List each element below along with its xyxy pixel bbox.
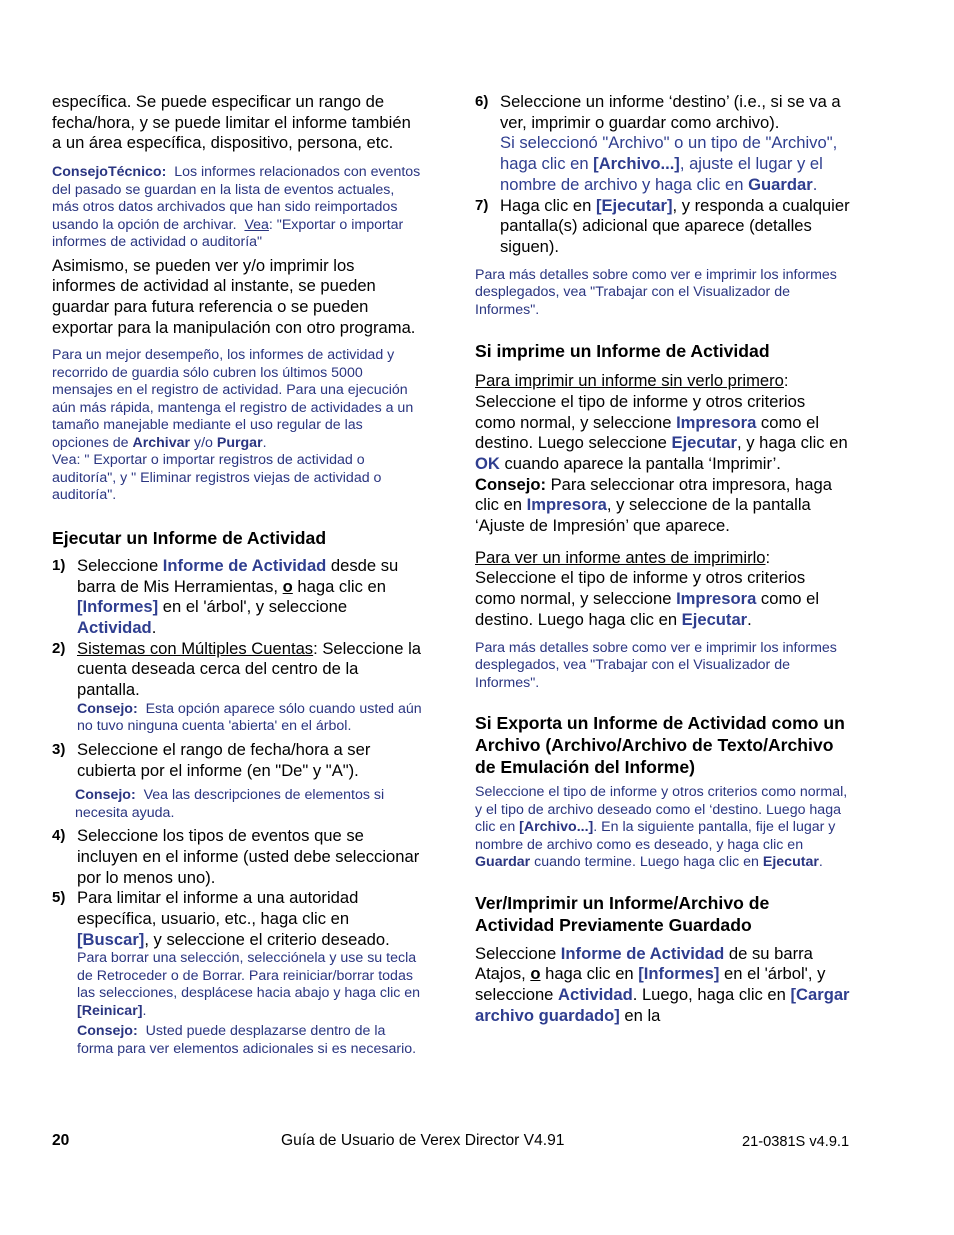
link-ejecutar-print[interactable]: Ejecutar	[671, 433, 737, 453]
left-column	[52, 92, 422, 1058]
doc-code: 21-0381S v4.9.1	[742, 1134, 850, 1150]
step-5-note: Para borrar una selección, selecciónela y use su tecla de Retroceder o de Borrar. Para reiniciar/borrar todas las selecciones, desplácese hacia abajo y haga clic en [Reinicar].	[77, 950, 421, 1019]
tech-tip: ConsejoTécnico: Los informes relacionados con eventos del pasado se guardan en la lista de eventos actuales, más otros datos archivados que han sido reimportados usando la opción de archivar. Vea: "Exportar o importar informes de actividad o auditoría"	[52, 164, 421, 251]
step-2: 2) Sistemas con Múltiples Cuentas: Seleccione la cuenta deseada cerca del centro de la pantalla. Consejo: Esta opción aparece sólo cuando usted aún no tuvo ninguna cuenta 'abierta' en el árbol.	[52, 638, 422, 735]
performance-note: Para un mejor desempeño, los informes de actividad y recorrido de guardia sólo cubren los últimos 5000 mensajes en el registro de actividad. Para una ejecución aún más rápida, mantenga el registro de actividades a un tamaño manejable mediante el uso regular de las opciones de Archivar y/o Purgar. Vea: " Exportar o importar registros de actividad o auditoría", y " Eliminar registros viejas de actividad o auditoría".	[52, 347, 414, 504]
paragraph-2: Asimismo, se pueden ver y/o imprimir los informes de actividad al instante, se pueden guardar para futura referencia o se pueden exportar para la manipulación con otro programa.	[52, 255, 416, 337]
step-7: 7) Haga clic en [Ejecutar], y responda a cualquier pantalla(s) adicional que aparece (detalles siguen).	[475, 195, 850, 256]
right-column	[475, 92, 850, 1026]
link-actividad-2[interactable]: Actividad	[558, 984, 633, 1004]
section-heading-print: Si imprime un Informe de Actividad	[475, 341, 770, 362]
step-3: 3) Seleccione el rango de fecha/hora a ser cubierta por el informe (en "De" y "A"). Consejo: Vea las descripciones de elementos si necesita ayuda.	[52, 740, 422, 822]
section-heading-saved: Ver/Imprimir un Informe/Archivo de Actividad Previamente Guardado	[475, 892, 770, 935]
link-cargar-archivo[interactable]: [Cargar archivo guardado]	[475, 984, 850, 1025]
viewer-note: Para más detalles sobre como ver e imprimir los informes desplegados, vea "Trabajar con el Visualizador de Informes".	[475, 266, 837, 318]
link-impresora[interactable]: Impresora	[676, 412, 757, 432]
intro-paragraph: específica. Se puede especificar un rango de fecha/hora, y se puede limitar el informe también a un área específica, dispositivo, persona, etc.	[52, 92, 411, 153]
step-4: 4) Seleccione los tipos de eventos que se incluyen en el informe (usted debe seleccionar por lo menos uno).	[52, 826, 420, 887]
section-heading-run-report: Ejecutar un Informe de Actividad	[52, 527, 327, 548]
link-informe-actividad-2[interactable]: Informe de Actividad	[560, 943, 725, 963]
link-informes[interactable]: [Informes]	[77, 597, 159, 617]
page-number: 20	[52, 1132, 70, 1149]
print-paragraph: Para imprimir un informe sin verlo primero: Seleccione el tipo de informe y otros criterios como normal, y seleccione Impresora como el destino. Luego seleccione Ejecutar, y haga clic en OK cuando aparece la pantalla ‘Imprimir’. Consejo: Para seleccionar otra impresora, haga clic en Impresora, y seleccione de la pantalla ‘Ajuste de Impresión’ que aparece.	[475, 371, 848, 536]
link-ejecutar[interactable]: [Ejecutar]	[595, 195, 673, 215]
link-reinicar[interactable]: [Reinicar]	[77, 1002, 143, 1019]
step-2-tip: Consejo: Esta opción aparece sólo cuando usted aún no tuvo ninguna cuenta 'abierta' en el árbol.	[77, 700, 422, 735]
link-guardar-2[interactable]: Guardar	[475, 854, 531, 871]
export-note: Seleccione el tipo de informe y otros criterios como normal, y el tipo de archivo deseado como el ‘destino. Luego haga clic en [Archivo...]. En la siguiente pantalla, fije el lugar y nombre de archivo como es deseado, y haga clic en Guardar cuando termine. Luego haga clic en Ejecutar.	[475, 784, 848, 871]
step-6-detail: Si seleccionó "Archivo" o un tipo de "Archivo", haga clic en [Archivo...], ajuste el lugar y el nombre de archivo y haga clic en Guardar.	[500, 133, 838, 194]
link-guardar[interactable]: Guardar	[748, 174, 813, 194]
link-ejecutar-preview[interactable]: Ejecutar	[681, 609, 748, 629]
footer-title: Guía de Usuario de Verex Director V4.91	[281, 1132, 565, 1149]
link-actividad[interactable]: Actividad	[77, 618, 152, 638]
link-ejecutar-2[interactable]: Ejecutar	[762, 854, 819, 871]
link-archivo[interactable]: [Archivo...]	[593, 154, 680, 174]
link-impresora-2[interactable]: Impresora	[526, 495, 607, 515]
viewer-note-2: Para más detalles sobre como ver e imprimir los informes desplegados, vea "Trabajar con el Visualizador de Informes".	[475, 639, 837, 691]
link-ok[interactable]: OK	[475, 453, 500, 473]
saved-paragraph: Seleccione Informe de Actividad de su barra Atajos, o haga clic en [Informes] en el 'árbol', y seleccione Actividad. Luego, haga clic en [Cargar archivo guardado] en la	[475, 943, 850, 1025]
link-buscar[interactable]: [Buscar]	[77, 929, 145, 949]
link-archivo-2[interactable]: [Archivo...]	[519, 819, 594, 836]
step-6: 6) Seleccione un informe ‘destino’ (i.e., si se va a ver, imprimir o guardar como archivo). Si seleccionó "Archivo" o un tipo de "Archivo", haga clic en [Archivo...], ajuste el lugar y el nombre de archivo y haga clic en Guardar.	[475, 92, 850, 196]
see-link[interactable]: Vea	[244, 216, 269, 233]
link-informe-actividad[interactable]: Informe de Actividad	[162, 555, 327, 575]
step-3-tip: Consejo: Vea las descripciones de elementos si necesita ayuda.	[75, 787, 385, 821]
step-5: 5) Para limitar el informe a una autoridad específica, usuario, etc., haga clic en [Buscar], y seleccione el criterio deseado. Para borrar una selección, selecciónela y use su tecla de Retroceder o de Borrar. Para reiniciar/borrar todas las selecciones, desplácese hacia abajo y haga clic en [Reinicar]. Consejo: Usted puede desplazarse dentro de la forma para ver elementos adicionales si es necesario.	[52, 888, 421, 1057]
preview-paragraph: Para ver un informe antes de imprimirlo: Seleccione el tipo de informe y otros criterios como normal, y seleccione Impresora como el destino. Luego haga clic en Ejecutar.	[475, 547, 820, 629]
link-informes-2[interactable]: [Informes]	[638, 964, 720, 984]
step-1: 1) Seleccione Informe de Actividad desde su barra de Mis Herramientas, o haga clic en [Informes] en el 'árbol', y seleccione Actividad.	[52, 555, 399, 638]
step-5-tip: Consejo: Usted puede desplazarse dentro de la forma para ver elementos adicionales si es necesario.	[77, 1023, 417, 1057]
link-impresora-3[interactable]: Impresora	[676, 589, 757, 609]
section-heading-export: Si Exporta un Informe de Actividad como un Archivo (Archivo/Archivo de Texto/Archivo de Emulación del Informe)	[475, 713, 845, 778]
